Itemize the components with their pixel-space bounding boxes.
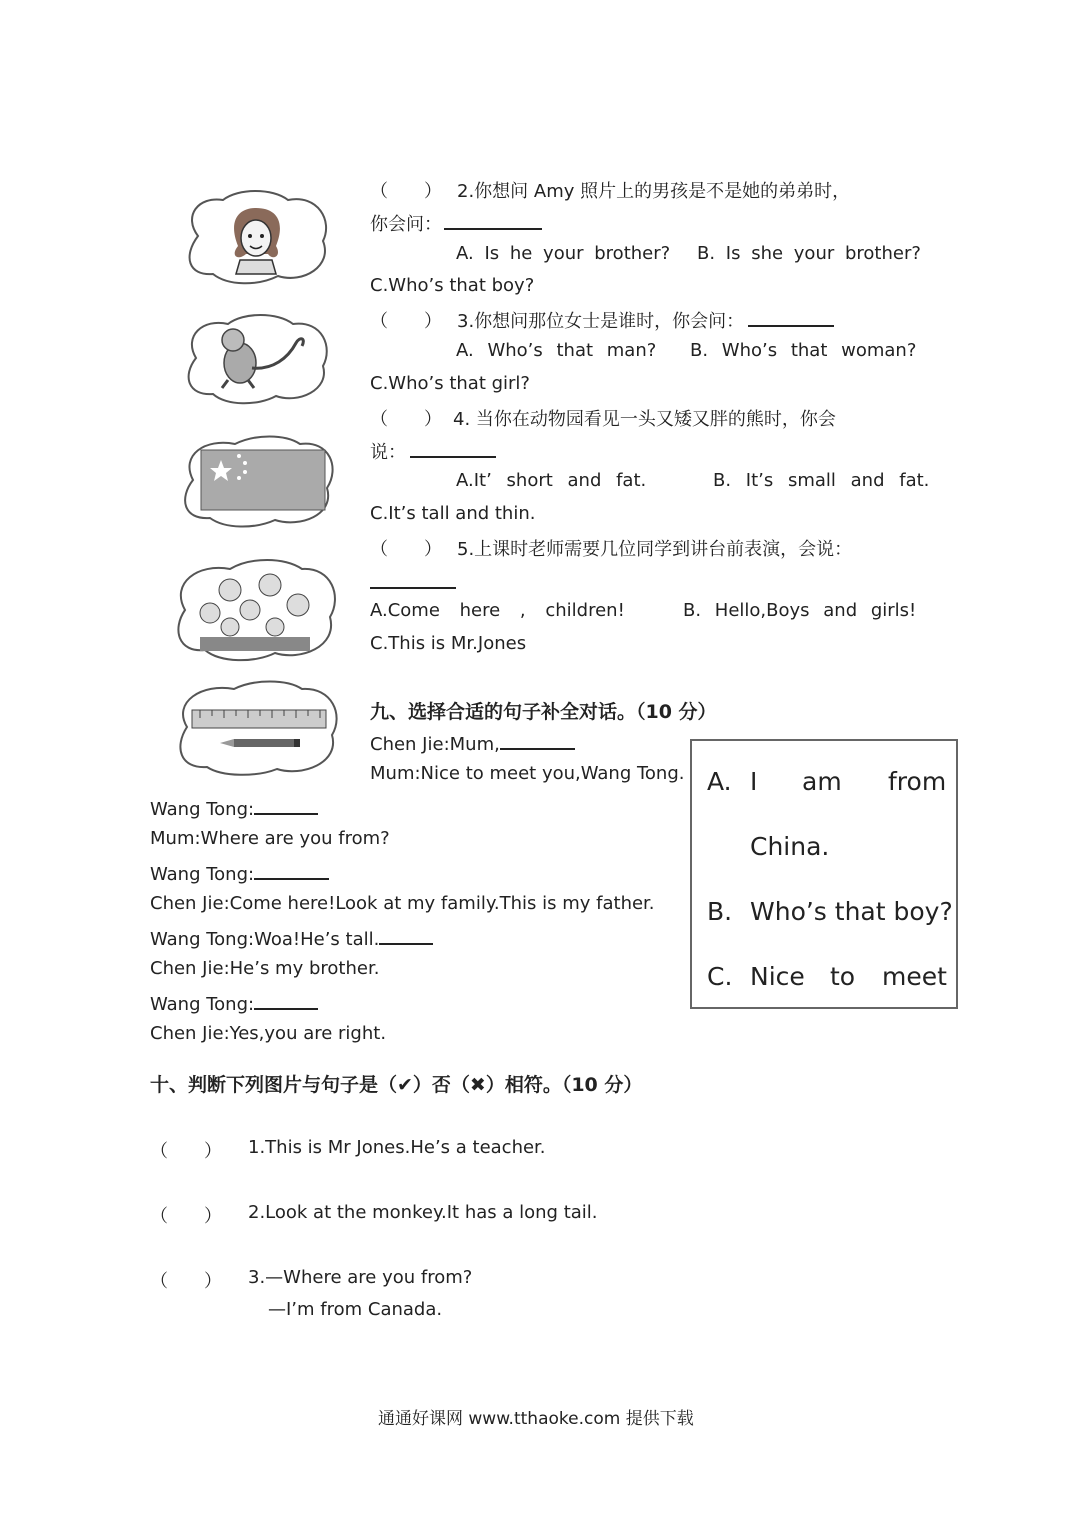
- q5-option-b[interactable]: B. Hello,Boys and girls!: [683, 600, 917, 621]
- dialog-blank-2[interactable]: [254, 795, 318, 815]
- q2-prompt: [370, 210, 542, 236]
- option-c-word-1: Nice: [750, 962, 805, 991]
- family-picture: [170, 555, 340, 663]
- dialog-line-8: Chen Jie:He’s my brother.: [150, 958, 380, 979]
- q4-prompt: [370, 438, 496, 464]
- dialog-line-1: [370, 730, 575, 755]
- q5-option-c[interactable]: C.This is Mr.Jones: [370, 633, 527, 654]
- judge-3-paren[interactable]: （ ）: [150, 1271, 222, 1292]
- q2-stem: 2.你想问 Amy 照片上的男孩是不是她的弟弟时，: [457, 181, 851, 202]
- dialog-line-5: [150, 860, 329, 885]
- dialog-line-3: [150, 795, 318, 820]
- q3-stem: [457, 307, 834, 333]
- q3-answer-blank[interactable]: [748, 307, 834, 327]
- dialog-blank-3[interactable]: [254, 860, 329, 880]
- option-a-letter: A.: [707, 767, 732, 796]
- q2-paren[interactable]: （ ）: [370, 181, 442, 202]
- ruler-pencil-picture: [172, 677, 342, 777]
- dialog-blank-1[interactable]: [500, 730, 575, 750]
- dialog-line-10: Chen Jie:Yes,you are right.: [150, 1023, 387, 1044]
- option-c-word-2: to: [830, 962, 856, 991]
- option-a-word-1: I: [750, 767, 758, 796]
- q2-answer-blank[interactable]: [444, 210, 542, 230]
- q3-option-c[interactable]: C.Who’s that girl?: [370, 373, 530, 394]
- option-c-word-3: meet: [882, 962, 947, 991]
- woman-picture: [178, 186, 333, 286]
- q5-paren[interactable]: （ ）: [370, 539, 442, 560]
- dialog-line-4: Mum:Where are you from?: [150, 828, 390, 849]
- q4-answer-blank[interactable]: [410, 438, 496, 458]
- option-a-continued: China.: [750, 832, 830, 861]
- option-a-word-3: from: [888, 767, 947, 796]
- q4-option-a[interactable]: A.It’ short and fat.: [456, 470, 647, 491]
- dialog-line-9-text: Wang Tong:: [150, 994, 255, 1015]
- dialog-line-1-text: Chen Jie:Mum,: [370, 734, 500, 755]
- judge-1-text: 1.This is Mr Jones.He’s a teacher.: [248, 1137, 546, 1158]
- q5-answer-blank[interactable]: [370, 569, 456, 594]
- q2-option-a[interactable]: A. Is he your brother?: [456, 243, 671, 264]
- q2-prompt-text: 你会问：: [370, 214, 442, 235]
- q2-option-b[interactable]: B. Is she your brother?: [697, 243, 921, 264]
- options-box: [690, 739, 958, 1009]
- option-b-letter: B.: [707, 897, 733, 926]
- judge-3-text: 3.—Where are you from?: [248, 1267, 473, 1288]
- dialog-line-2: Mum:Nice to meet you,Wang Tong.: [370, 763, 685, 784]
- q5-option-a[interactable]: A.Come here , children!: [370, 600, 625, 621]
- dialog-line-7: [150, 925, 433, 950]
- dialog-line-9: [150, 990, 318, 1015]
- option-c-letter: C.: [707, 962, 733, 991]
- dialog-line-5-text: Wang Tong:: [150, 864, 255, 885]
- q4-option-c[interactable]: C.It’s tall and thin.: [370, 503, 536, 524]
- dialog-blank-5[interactable]: [254, 990, 318, 1010]
- q3-option-a[interactable]: A. Who’s that man?: [456, 340, 657, 361]
- q3-option-b[interactable]: B. Who’s that woman?: [690, 340, 917, 361]
- q4-option-b[interactable]: B. It’s small and fat.: [713, 470, 930, 491]
- q4-paren[interactable]: （ ）: [370, 409, 442, 430]
- dialog-line-7-text: Wang Tong:Woa!He’s tall.: [150, 929, 380, 950]
- judge-3-reply: —I’m from Canada.: [268, 1299, 443, 1320]
- monkey-picture: [178, 308, 333, 408]
- section10-heading: 十、判断下列图片与句子是（✔）否（✖）相符。（10 分）: [150, 1074, 643, 1096]
- q2-option-c[interactable]: C.Who’s that boy?: [370, 275, 535, 296]
- judge-2-paren[interactable]: （ ）: [150, 1206, 222, 1227]
- dialog-line-6: Chen Jie:Come here!Look at my family.This is my father.: [150, 893, 655, 914]
- section9-heading: 九、选择合适的句子补全对话。（10 分）: [370, 701, 717, 723]
- china-flag-picture: [175, 430, 340, 530]
- q3-stem-text: 3.你想问那位女士是谁时，你会问：: [457, 311, 745, 332]
- q4-stem: 4. 当你在动物园看见一头又矮又胖的熊时，你会: [453, 409, 836, 430]
- q4-prompt-text: 说：: [370, 442, 406, 463]
- option-b-text: Who’s that boy?: [750, 897, 953, 926]
- dialog-line-3-text: Wang Tong:: [150, 799, 255, 820]
- option-a-word-2: am: [802, 767, 842, 796]
- q5-stem: 5.上课时老师需要几位同学到讲台前表演，会说：: [457, 539, 853, 560]
- page-footer: 通通好课网 www.tthaoke.com 提供下载: [378, 1409, 694, 1429]
- judge-1-paren[interactable]: （ ）: [150, 1141, 222, 1162]
- q3-paren[interactable]: （ ）: [370, 311, 442, 332]
- judge-2-text: 2.Look at the monkey.It has a long tail.: [248, 1202, 598, 1223]
- dialog-blank-4[interactable]: [379, 925, 433, 945]
